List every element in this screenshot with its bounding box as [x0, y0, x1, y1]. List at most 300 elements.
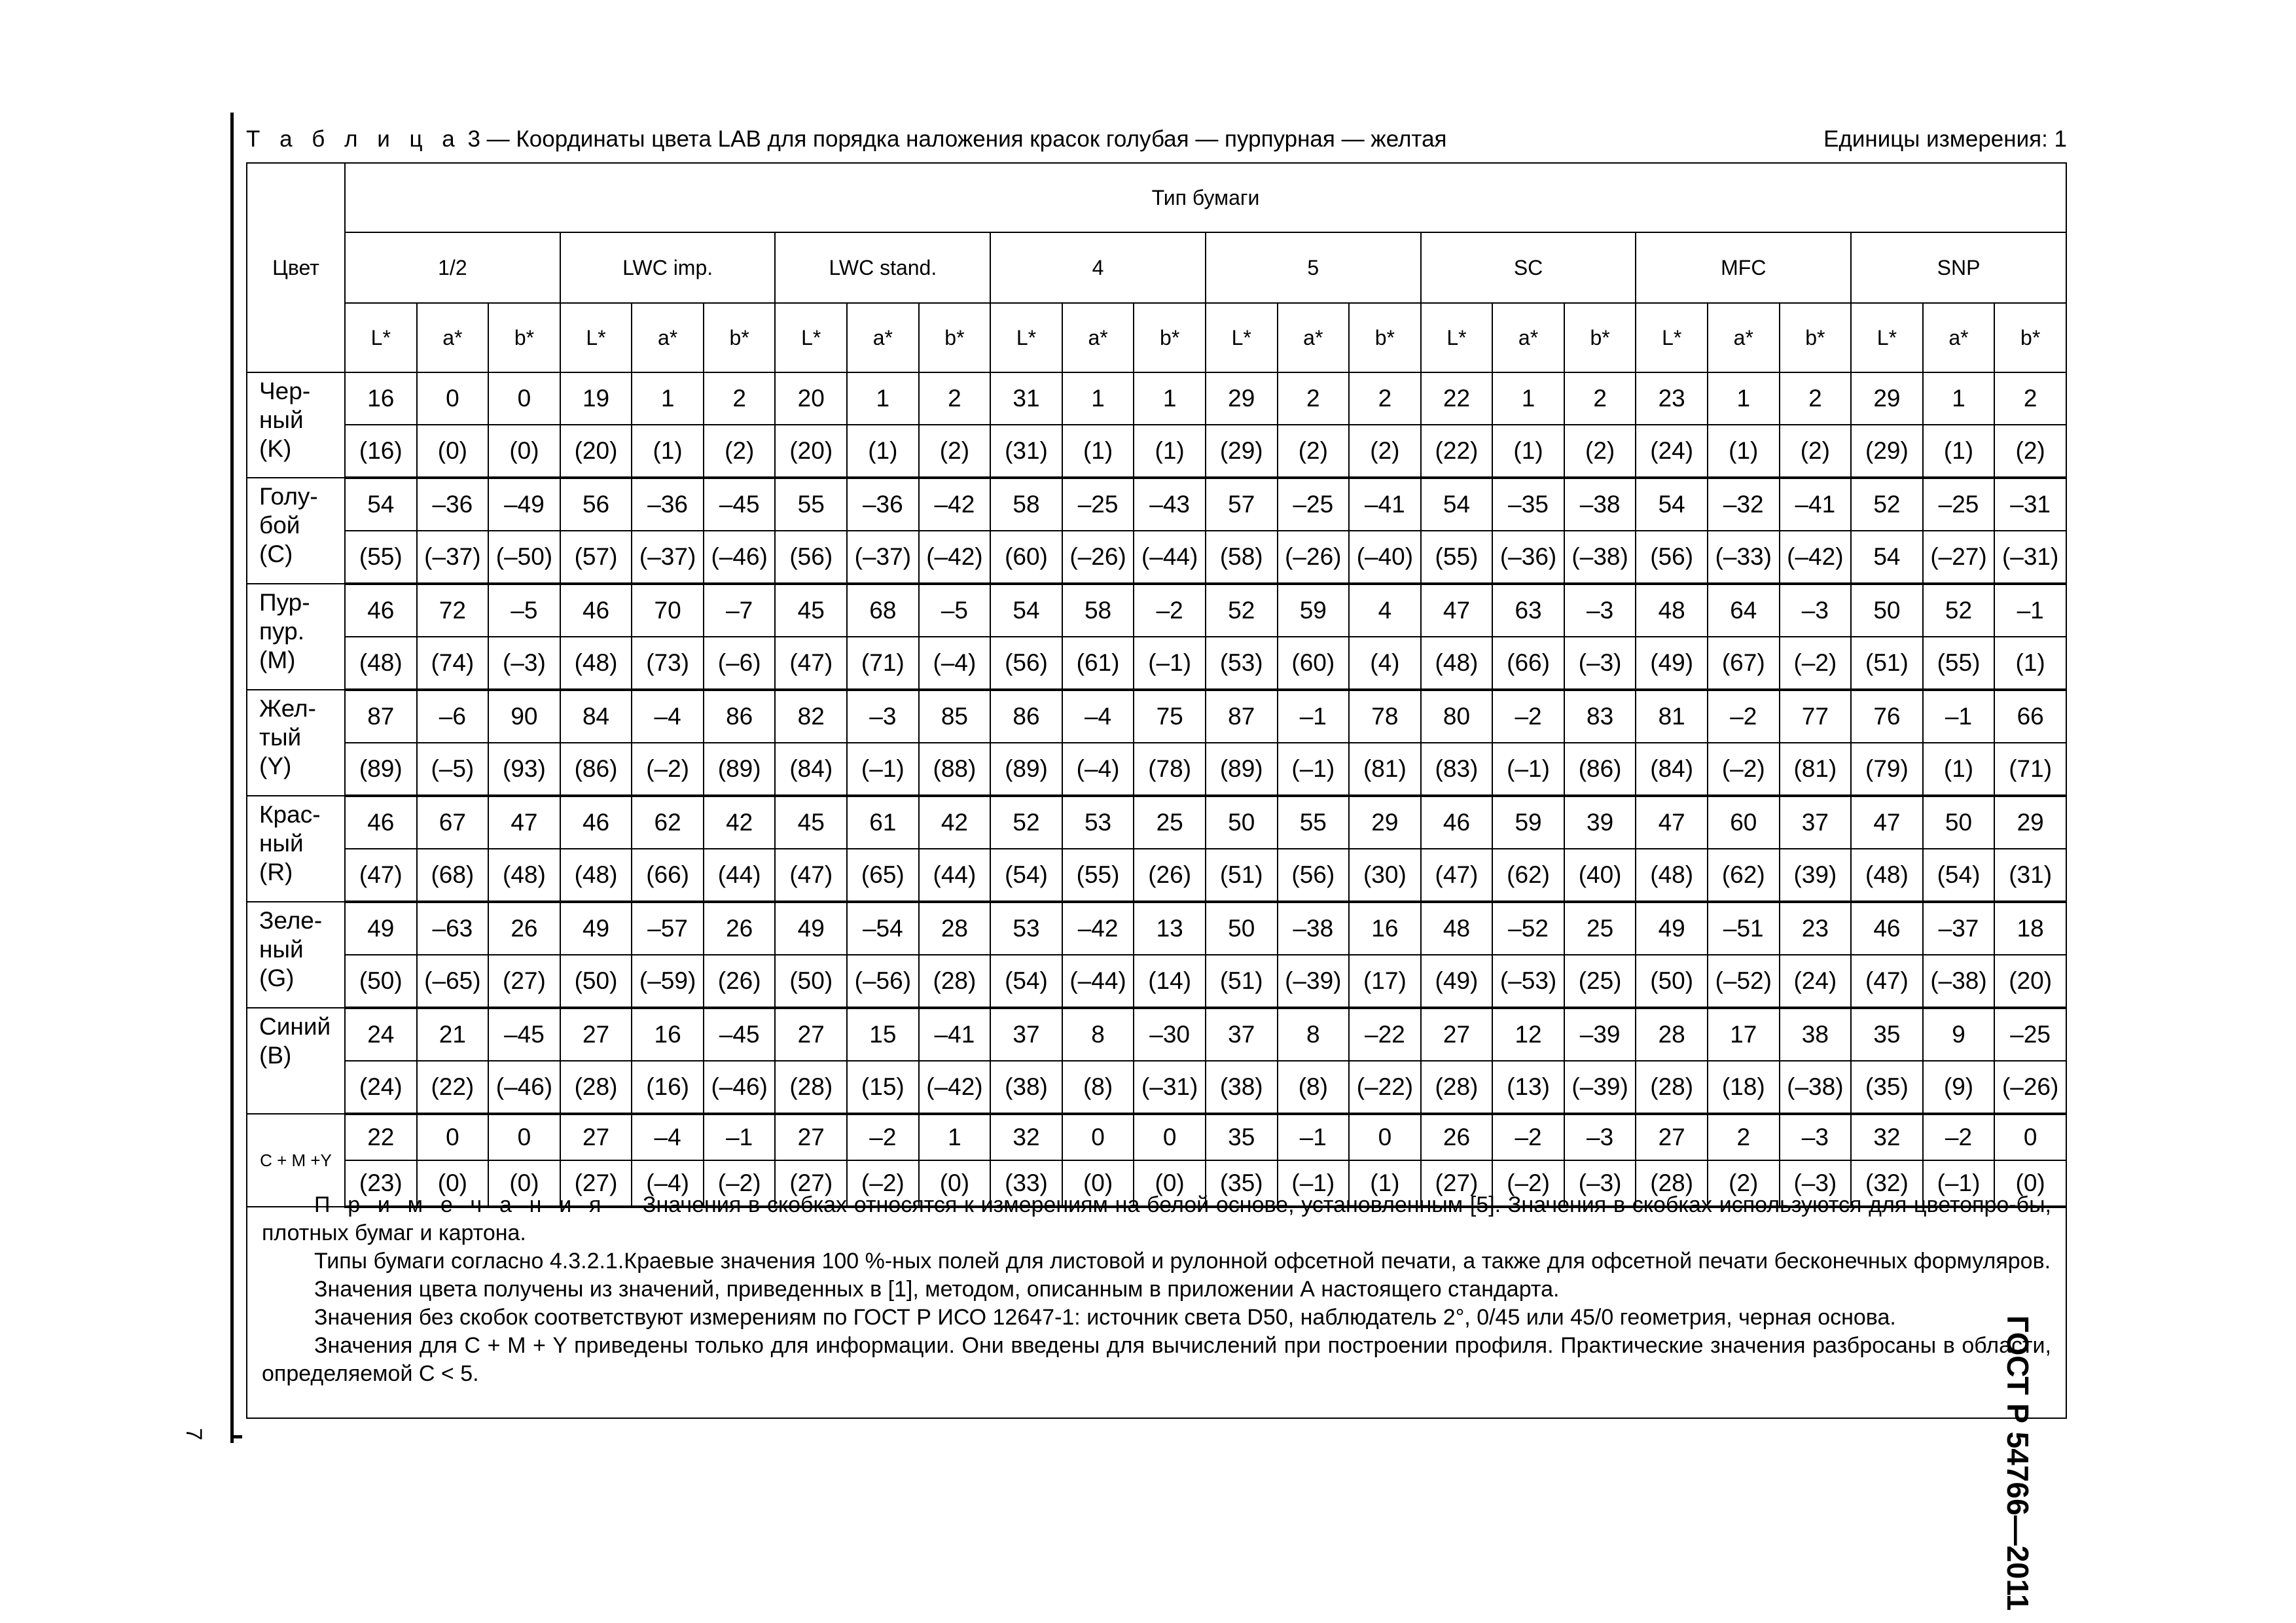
value-cell: 56 [560, 478, 632, 531]
measured-value-cell: (9) [1923, 1061, 1995, 1114]
note-paragraph: Значения цвета получены из значений, приведенных в [1], методом, описанным в приложении А настоящего стандарта. [314, 1277, 1560, 1302]
value-cell: 42 [704, 796, 776, 849]
measured-value-cell: (89) [990, 743, 1062, 796]
value-cell: 1 [1708, 372, 1780, 425]
measured-value-cell: (31) [1994, 849, 2066, 902]
value-cell: –3 [1780, 1114, 1852, 1160]
measured-value-cell: (–1) [1923, 1160, 1995, 1207]
color-name-cell: Жел- тый (Y) [247, 690, 345, 796]
color-name-cell: C + M +Y [247, 1114, 345, 1207]
note-text-1: — Значения в скобках относятся к измерениям на белой основе, установленным [5]. Значения в скобках используются для цветопро-бы, плотных бумаг и картона. [262, 1192, 2051, 1245]
measured-value-cell: (1) [1923, 743, 1995, 796]
measured-value-cell: (–53) [1492, 955, 1564, 1008]
value-cell: 46 [345, 584, 417, 637]
measured-value-cell: (–65) [417, 955, 489, 1008]
value-cell: 58 [990, 478, 1062, 531]
paper-type-5: 5 [1206, 232, 1421, 303]
measured-value-cell: (–42) [919, 1061, 991, 1114]
value-cell: 49 [1636, 902, 1708, 955]
value-cell: 49 [775, 902, 847, 955]
measured-value-cell: (50) [560, 955, 632, 1008]
measured-value-cell: (0) [1062, 1160, 1134, 1207]
measured-value-cell: (20) [560, 425, 632, 478]
value-cell: 29 [1851, 372, 1923, 425]
paper-type-6: SC [1421, 232, 1636, 303]
measured-value-cell: (–44) [1062, 955, 1134, 1008]
measured-value-cell: (28) [1636, 1160, 1708, 1207]
value-cell: 35 [1851, 1008, 1923, 1061]
measured-value-cell: (51) [1206, 955, 1278, 1008]
table-row [247, 902, 2066, 955]
value-cell: 50 [1206, 902, 1278, 955]
value-cell: 25 [1134, 796, 1206, 849]
coordinate-header: L* [560, 303, 632, 372]
value-cell: –22 [1349, 1008, 1421, 1061]
coordinate-header: b* [1994, 303, 2066, 372]
value-cell: 12 [1492, 1008, 1564, 1061]
measured-value-cell: (48) [488, 849, 560, 902]
measured-value-cell: (48) [560, 637, 632, 690]
measured-value-cell: (16) [345, 425, 417, 478]
value-cell: –3 [1780, 584, 1852, 637]
coordinate-header: L* [1206, 303, 1278, 372]
measured-value-cell: (–26) [1278, 531, 1350, 584]
coordinate-header: a* [1278, 303, 1350, 372]
value-cell: 62 [632, 796, 704, 849]
note-paragraph: Значения для С + М + Y приведены только для информации. Они введены для вычислений при построении профиля. Практические значения разбросаны в области, определяемой С < 5. [262, 1333, 2051, 1386]
measured-value-cell: (67) [1708, 637, 1780, 690]
value-cell: –41 [1780, 478, 1852, 531]
table-caption-label: Т а б л и ц а [246, 126, 461, 152]
measured-value-cell: (8) [1062, 1061, 1134, 1114]
table-row [247, 1008, 2066, 1061]
coordinate-header: L* [1636, 303, 1708, 372]
measured-value-cell: (1) [1062, 425, 1134, 478]
value-cell: 49 [345, 902, 417, 955]
measured-value-cell: (55) [1421, 531, 1493, 584]
value-cell: 8 [1278, 1008, 1350, 1061]
value-cell: 52 [1923, 584, 1995, 637]
coordinate-header: a* [417, 303, 489, 372]
measured-value-cell: (84) [775, 743, 847, 796]
value-cell: 18 [1994, 902, 2066, 955]
value-cell: 26 [1421, 1114, 1493, 1160]
measured-value-cell: (78) [1134, 743, 1206, 796]
measured-value-cell: (27) [560, 1160, 632, 1207]
value-cell: 32 [1851, 1114, 1923, 1160]
value-cell: 61 [847, 796, 919, 849]
measured-value-cell: (54) [990, 849, 1062, 902]
coordinate-header: a* [1708, 303, 1780, 372]
value-cell: –41 [919, 1008, 991, 1061]
value-cell: –35 [1492, 478, 1564, 531]
value-cell: –2 [1923, 1114, 1995, 1160]
measured-value-cell: (–1) [1278, 1160, 1350, 1207]
value-cell: 76 [1851, 690, 1923, 743]
paper-type-3: LWC stand. [775, 232, 990, 303]
color-name-cell: Чер- ный (K) [247, 372, 345, 478]
measured-value-cell: (–2) [632, 743, 704, 796]
table-row-measured [247, 1061, 2066, 1114]
value-cell: 1 [632, 372, 704, 425]
measured-value-cell: (65) [847, 849, 919, 902]
measured-value-cell: (23) [345, 1160, 417, 1207]
measured-value-cell: (56) [1636, 531, 1708, 584]
measured-value-cell: (2) [704, 425, 776, 478]
value-cell: 27 [775, 1114, 847, 1160]
measured-value-cell: (2) [1994, 425, 2066, 478]
value-cell: 2 [1708, 1114, 1780, 1160]
measured-value-cell: (49) [1636, 637, 1708, 690]
value-cell: –7 [704, 584, 776, 637]
measured-value-cell: (28) [919, 955, 991, 1008]
value-cell: 55 [1278, 796, 1350, 849]
value-cell: 22 [345, 1114, 417, 1160]
value-cell: –25 [1062, 478, 1134, 531]
coordinate-header: b* [1780, 303, 1852, 372]
lab-color-table [246, 162, 2067, 1208]
measured-value-cell: (–31) [1134, 1061, 1206, 1114]
table-row [247, 372, 2066, 425]
measured-value-cell: (27) [1421, 1160, 1493, 1207]
measured-value-cell: (–3) [1564, 637, 1636, 690]
value-cell: 1 [1134, 372, 1206, 425]
measured-value-cell: (30) [1349, 849, 1421, 902]
value-cell: –36 [847, 478, 919, 531]
measured-value-cell: (15) [847, 1061, 919, 1114]
measured-value-cell: (62) [1492, 849, 1564, 902]
measured-value-cell: (50) [775, 955, 847, 1008]
value-cell: 86 [990, 690, 1062, 743]
measured-value-cell: (56) [775, 531, 847, 584]
measured-value-cell: (24) [1636, 425, 1708, 478]
value-cell: 75 [1134, 690, 1206, 743]
table-row-measured [247, 637, 2066, 690]
measured-value-cell: (29) [1206, 425, 1278, 478]
value-cell: 27 [1636, 1114, 1708, 1160]
value-cell: 83 [1564, 690, 1636, 743]
measured-value-cell: (47) [1421, 849, 1493, 902]
measured-value-cell: (71) [847, 637, 919, 690]
measured-value-cell: (35) [1851, 1061, 1923, 1114]
note-paragraph: Значения без скобок соответствуют измерениям по ГОСТ Р ИСО 12647-1: источник света D50, наблюдатель 2°, 0/45 или 45/0 геометрия, черная основа. [314, 1305, 1896, 1330]
measured-value-cell: (44) [919, 849, 991, 902]
value-cell: 77 [1780, 690, 1852, 743]
value-cell: 50 [1851, 584, 1923, 637]
value-cell: 27 [775, 1008, 847, 1061]
table-caption [246, 123, 2067, 156]
measured-value-cell: (–1) [847, 743, 919, 796]
measured-value-cell: (–26) [1062, 531, 1134, 584]
measured-value-cell: (–59) [632, 955, 704, 1008]
measured-value-cell: (62) [1708, 849, 1780, 902]
table-notes [246, 1183, 2067, 1419]
measured-value-cell: (33) [990, 1160, 1062, 1207]
measured-value-cell: (1) [1349, 1160, 1421, 1207]
value-cell: 1 [1062, 372, 1134, 425]
measured-value-cell: (81) [1780, 743, 1852, 796]
measured-value-cell: (54) [990, 955, 1062, 1008]
measured-value-cell: (50) [345, 955, 417, 1008]
value-cell: –2 [1492, 1114, 1564, 1160]
measured-value-cell: (57) [560, 531, 632, 584]
paper-type-4: 4 [990, 232, 1206, 303]
value-cell: 2 [919, 372, 991, 425]
measured-value-cell: (31) [990, 425, 1062, 478]
measured-value-cell: (20) [775, 425, 847, 478]
value-cell: 52 [1206, 584, 1278, 637]
table-row-measured [247, 425, 2066, 478]
value-cell: –1 [1923, 690, 1995, 743]
measured-value-cell: (55) [345, 531, 417, 584]
left-margin-rule [230, 113, 234, 1443]
table-row-measured [247, 531, 2066, 584]
measured-value-cell: (86) [1564, 743, 1636, 796]
measured-value-cell: (1) [1492, 425, 1564, 478]
value-cell: 20 [775, 372, 847, 425]
value-cell: 26 [488, 902, 560, 955]
measured-value-cell: (2) [1564, 425, 1636, 478]
color-name-cell: Пур- пур. (M) [247, 584, 345, 690]
measured-value-cell: (47) [345, 849, 417, 902]
value-cell: 16 [1349, 902, 1421, 955]
measured-value-cell: (–3) [488, 637, 560, 690]
table-row [247, 478, 2066, 531]
measured-value-cell: (1) [1134, 425, 1206, 478]
value-cell: –5 [488, 584, 560, 637]
value-cell: –25 [1994, 1008, 2066, 1061]
value-cell: –36 [417, 478, 489, 531]
measured-value-cell: (40) [1564, 849, 1636, 902]
value-cell: 23 [1636, 372, 1708, 425]
value-cell: 2 [1994, 372, 2066, 425]
value-cell: 67 [417, 796, 489, 849]
value-cell: 0 [488, 372, 560, 425]
measured-value-cell: (–38) [1780, 1061, 1852, 1114]
value-cell: 31 [990, 372, 1062, 425]
measured-value-cell: (0) [417, 425, 489, 478]
measured-value-cell: (48) [560, 849, 632, 902]
measured-value-cell: (28) [1421, 1061, 1493, 1114]
value-cell: 47 [1421, 584, 1493, 637]
measured-value-cell: (–3) [1564, 1160, 1636, 1207]
measured-value-cell: (29) [1851, 425, 1923, 478]
measured-value-cell: (48) [345, 637, 417, 690]
value-cell: 0 [488, 1114, 560, 1160]
table-row-measured [247, 849, 2066, 902]
measured-value-cell: (2) [1780, 425, 1852, 478]
value-cell: 78 [1349, 690, 1421, 743]
value-cell: 1 [1923, 372, 1995, 425]
value-cell: 1 [919, 1114, 991, 1160]
standard-side-title: ГОСТ Р 54766—2011 [2001, 1315, 2035, 1611]
value-cell: 49 [560, 902, 632, 955]
value-cell: –25 [1278, 478, 1350, 531]
value-cell: 16 [345, 372, 417, 425]
left-margin-tick [230, 1435, 242, 1438]
value-cell: 37 [990, 1008, 1062, 1061]
measured-value-cell: (60) [1278, 637, 1350, 690]
measured-value-cell: (38) [1206, 1061, 1278, 1114]
measured-value-cell: (44) [704, 849, 776, 902]
measured-value-cell: (71) [1994, 743, 2066, 796]
value-cell: 38 [1780, 1008, 1852, 1061]
coordinate-header: L* [345, 303, 417, 372]
measured-value-cell: (27) [775, 1160, 847, 1207]
value-cell: 87 [345, 690, 417, 743]
measured-value-cell: (56) [1278, 849, 1350, 902]
value-cell: 39 [1564, 796, 1636, 849]
value-cell: 81 [1636, 690, 1708, 743]
measured-value-cell: (2) [1349, 425, 1421, 478]
measured-value-cell: (47) [1851, 955, 1923, 1008]
value-cell: 0 [1994, 1114, 2066, 1160]
measured-value-cell: (4) [1349, 637, 1421, 690]
value-cell: –41 [1349, 478, 1421, 531]
coordinate-header: L* [990, 303, 1062, 372]
measured-value-cell: (–4) [919, 637, 991, 690]
measured-value-cell: (–50) [488, 531, 560, 584]
measured-value-cell: (–42) [1780, 531, 1852, 584]
measured-value-cell: (66) [632, 849, 704, 902]
measured-value-cell: (1) [1994, 637, 2066, 690]
measured-value-cell: (16) [632, 1061, 704, 1114]
value-cell: –5 [919, 584, 991, 637]
value-cell: 2 [1278, 372, 1350, 425]
measured-value-cell: (–36) [1492, 531, 1564, 584]
measured-value-cell: (61) [1062, 637, 1134, 690]
measured-value-cell: (53) [1206, 637, 1278, 690]
value-cell: 68 [847, 584, 919, 637]
measured-value-cell: (–46) [704, 1061, 776, 1114]
value-cell: 54 [990, 584, 1062, 637]
color-name-cell: Синий (B) [247, 1008, 345, 1114]
measured-value-cell: (86) [560, 743, 632, 796]
value-cell: 19 [560, 372, 632, 425]
measured-value-cell: (0) [488, 1160, 560, 1207]
measured-value-cell: (55) [1062, 849, 1134, 902]
value-cell: –2 [847, 1114, 919, 1160]
value-cell: –38 [1564, 478, 1636, 531]
measured-value-cell: (79) [1851, 743, 1923, 796]
value-cell: –57 [632, 902, 704, 955]
value-cell: –1 [1278, 690, 1350, 743]
value-cell: 86 [704, 690, 776, 743]
measured-value-cell: (68) [417, 849, 489, 902]
coordinate-header: a* [1492, 303, 1564, 372]
value-cell: 54 [1421, 478, 1493, 531]
measured-value-cell: (–37) [417, 531, 489, 584]
table-caption-title [246, 123, 1447, 156]
coordinate-header: a* [1062, 303, 1134, 372]
coordinate-header: L* [1851, 303, 1923, 372]
value-cell: 28 [1636, 1008, 1708, 1061]
measured-value-cell: (48) [1421, 637, 1493, 690]
value-cell: 63 [1492, 584, 1564, 637]
measured-value-cell: (–22) [1349, 1061, 1421, 1114]
value-cell: 29 [1206, 372, 1278, 425]
value-cell: –39 [1564, 1008, 1636, 1061]
table-units: Единицы измерения: 1 [1823, 126, 2067, 152]
value-cell: 24 [345, 1008, 417, 1061]
value-cell: 52 [1851, 478, 1923, 531]
value-cell: 59 [1278, 584, 1350, 637]
value-cell: –42 [919, 478, 991, 531]
measured-value-cell: (88) [919, 743, 991, 796]
value-cell: 47 [1636, 796, 1708, 849]
measured-value-cell: (17) [1349, 955, 1421, 1008]
value-cell: –45 [704, 1008, 776, 1061]
value-cell: 2 [1564, 372, 1636, 425]
value-cell: 0 [1134, 1114, 1206, 1160]
value-cell: 1 [847, 372, 919, 425]
measured-value-cell: (–44) [1134, 531, 1206, 584]
measured-value-cell: (–52) [1708, 955, 1780, 1008]
coordinate-header: b* [1564, 303, 1636, 372]
coordinate-header: b* [919, 303, 991, 372]
value-cell: 54 [1636, 478, 1708, 531]
table-row [247, 690, 2066, 743]
note-paragraph: Типы бумаги согласно 4.3.2.1.Краевые значения 100 %-ных полей для листовой и рулонной офсетной печати, а также для офсетной печати бесконечных формуляров. [314, 1249, 2051, 1274]
measured-value-cell: (83) [1421, 743, 1493, 796]
value-cell: –51 [1708, 902, 1780, 955]
value-cell: 0 [1062, 1114, 1134, 1160]
measured-value-cell: (24) [1780, 955, 1852, 1008]
note-label: П р и м е ч а н и я [314, 1192, 607, 1217]
coordinate-header: a* [632, 303, 704, 372]
table-row [247, 584, 2066, 637]
measured-value-cell: (–4) [632, 1160, 704, 1207]
value-cell: 26 [704, 902, 776, 955]
value-cell: 32 [990, 1114, 1062, 1160]
measured-value-cell: (47) [775, 849, 847, 902]
value-cell: 45 [775, 796, 847, 849]
measured-value-cell: (58) [1206, 531, 1278, 584]
paper-type-header: Тип бумаги [345, 163, 2066, 232]
measured-value-cell: (38) [990, 1061, 1062, 1114]
value-cell: 2 [1780, 372, 1852, 425]
value-cell: 37 [1780, 796, 1852, 849]
measured-value-cell: (51) [1206, 849, 1278, 902]
measured-value-cell: (–6) [704, 637, 776, 690]
value-cell: 22 [1421, 372, 1493, 425]
measured-value-cell: (27) [488, 955, 560, 1008]
measured-value-cell: (18) [1708, 1061, 1780, 1114]
measured-value-cell: (–1) [1134, 637, 1206, 690]
value-cell: 46 [345, 796, 417, 849]
measured-value-cell: (1) [632, 425, 704, 478]
measured-value-cell: (–38) [1564, 531, 1636, 584]
measured-value-cell: (48) [1851, 849, 1923, 902]
measured-value-cell: (1) [1923, 425, 1995, 478]
measured-value-cell: 54 [1851, 531, 1923, 584]
value-cell: 0 [417, 372, 489, 425]
value-cell: 47 [488, 796, 560, 849]
value-cell: 48 [1636, 584, 1708, 637]
value-cell: 37 [1206, 1008, 1278, 1061]
measured-value-cell: (73) [632, 637, 704, 690]
paper-type-7: MFC [1636, 232, 1851, 303]
measured-value-cell: (–46) [704, 531, 776, 584]
value-cell: 87 [1206, 690, 1278, 743]
value-cell: –4 [632, 690, 704, 743]
measured-value-cell: (84) [1636, 743, 1708, 796]
value-cell: 82 [775, 690, 847, 743]
measured-value-cell: (–46) [488, 1061, 560, 1114]
value-cell: 42 [919, 796, 991, 849]
value-cell: 45 [775, 584, 847, 637]
value-cell: 27 [1421, 1008, 1493, 1061]
